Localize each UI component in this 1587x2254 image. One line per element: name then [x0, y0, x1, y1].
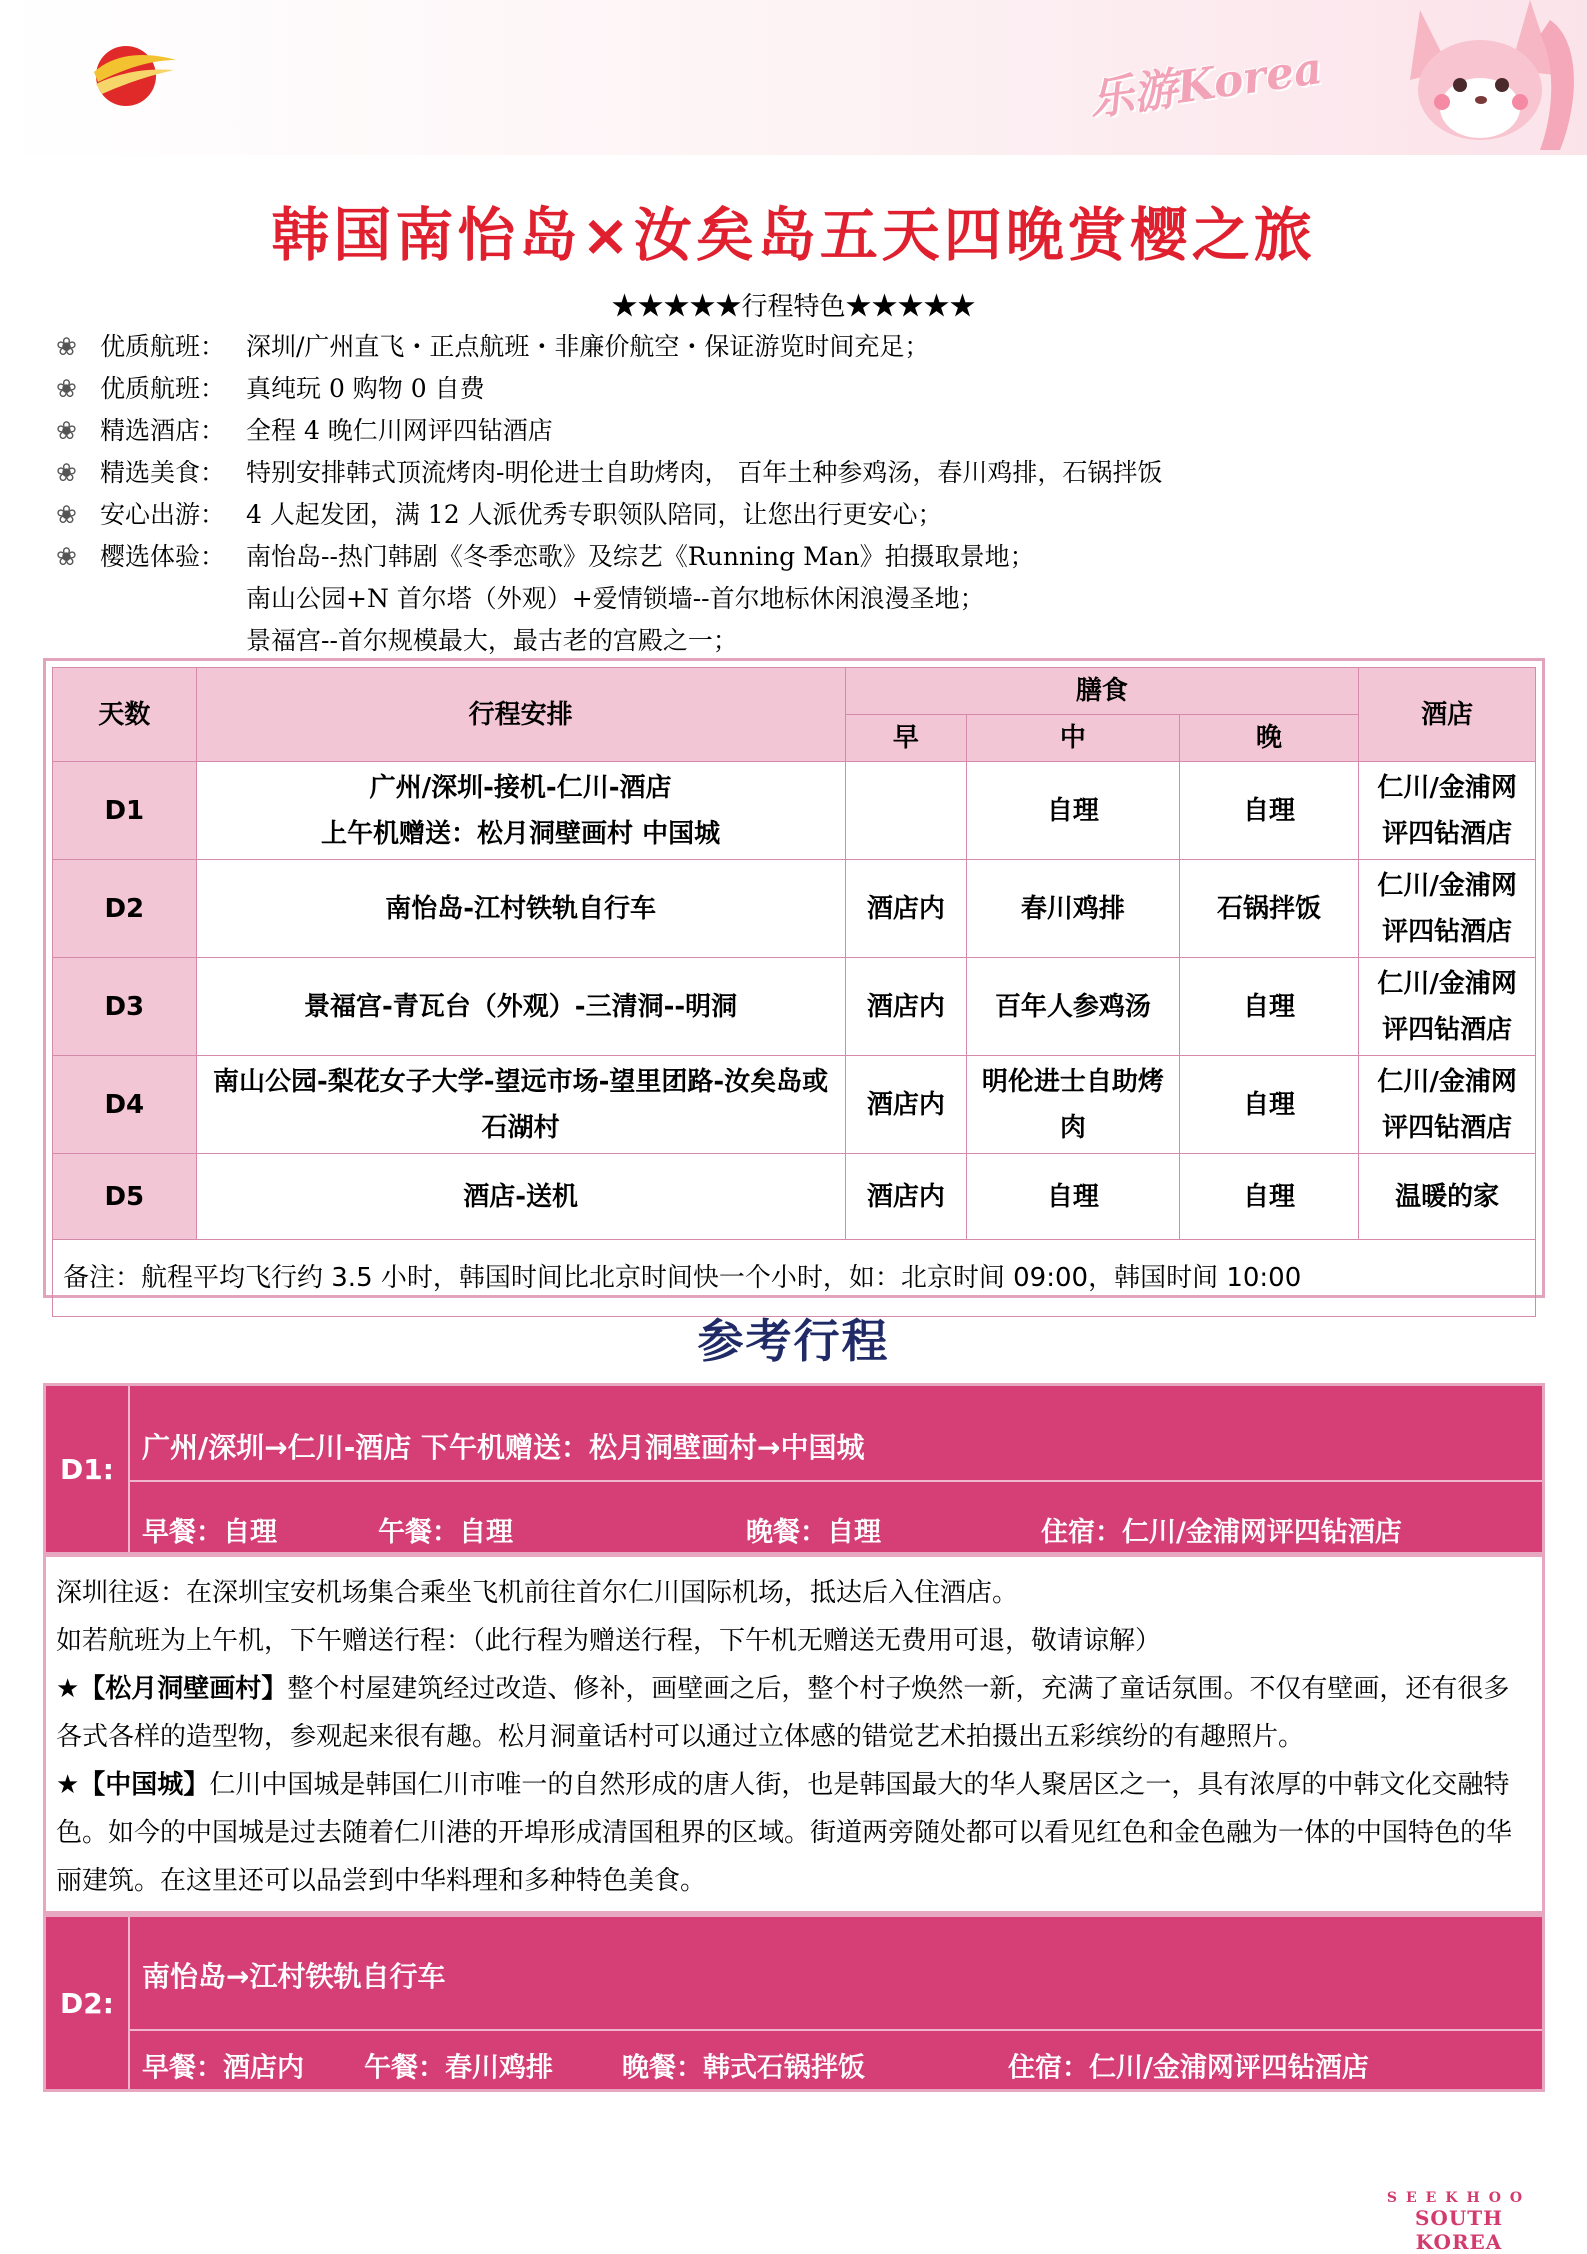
itinerary-cell	[196, 1056, 845, 1154]
table-row	[53, 762, 1536, 860]
dinner-info: 晚餐：自理	[746, 1517, 881, 1548]
hotel-info: 住宿：仁川/金浦网评四钻酒店	[1008, 2052, 1369, 2084]
footer-line-1: SEEKHOO	[1386, 2190, 1532, 2206]
description-paragraph: 如若航班为上午机，下午赠送行程：（此行程为赠送行程，下午机无赠送无费用可退，敬请谅解）	[56, 1626, 1162, 1656]
lunch-info: 午餐：春川鸡排	[364, 2052, 553, 2084]
feature-item-continued	[56, 578, 1536, 620]
flower-bullet-icon: ❀	[56, 374, 77, 403]
lunch-cell: 春川鸡排	[967, 860, 1180, 958]
feature-text: 真纯玩 0 购物 0 自费	[246, 374, 485, 403]
description-paragraph: 深圳往返：在深圳宝安机场集合乘坐飞机前往首尔仁川国际机场，抵达后入住酒店。	[56, 1578, 1019, 1608]
table-row	[53, 1056, 1536, 1154]
company-logo-icon	[86, 38, 178, 110]
header-breakfast: 早	[845, 715, 967, 762]
header-day: 天数	[53, 668, 197, 762]
feature-label: 优质航班：	[100, 374, 226, 403]
flower-bullet-icon: ❀	[56, 458, 77, 487]
feature-label: 精选美食：	[100, 458, 226, 487]
divider	[130, 2029, 1542, 2031]
attraction-title: ★【中国城】	[56, 1770, 210, 1800]
day-label: D2:	[46, 1917, 130, 2089]
schedule-note: 备注：航程平均飞行约 3.5 小时，韩国时间比北京时间快一个小时，如：北京时间 09:00，韩国时间 10:00	[53, 1240, 1536, 1317]
header-lunch: 中	[967, 715, 1180, 762]
dinner-cell: 自理	[1179, 1154, 1359, 1240]
lunch-cell: 自理	[967, 762, 1180, 860]
divider	[130, 1480, 1542, 1482]
day-2-header-block	[43, 1914, 1545, 2092]
day-route: 广州/深圳→仁川-酒店 下午机赠送：松月洞壁画村→中国城	[142, 1431, 865, 1464]
hotel-cell	[1359, 1056, 1536, 1154]
lunch-cell: 自理	[967, 1154, 1180, 1240]
itinerary-cell: 酒店-送机	[196, 1154, 845, 1240]
hotel-line: 仁川/金浦网	[1377, 772, 1517, 803]
feature-item	[56, 326, 1536, 368]
dinner-cell: 石锅拌饭	[1179, 860, 1359, 958]
breakfast-cell: 酒店内	[845, 1154, 967, 1240]
day-cell: D3	[53, 958, 197, 1056]
lunch-line: 肉	[1059, 1112, 1086, 1143]
flower-bullet-icon: ❀	[56, 416, 77, 445]
feature-text: 深圳/广州直飞・正点航班・非廉价航空・保证游览时间充足；	[246, 332, 930, 361]
feature-item	[56, 536, 1536, 578]
lunch-info: 午餐：自理	[378, 1517, 513, 1548]
table-row	[53, 1154, 1536, 1240]
lunch-line: 明伦进士自助烤	[981, 1066, 1164, 1097]
itinerary-line: 石湖村	[481, 1112, 560, 1143]
breakfast-cell: 酒店内	[845, 958, 967, 1056]
feature-item	[56, 452, 1536, 494]
attraction-paragraph	[56, 1761, 1532, 1905]
feature-item-continued	[56, 620, 1536, 662]
dinner-cell: 自理	[1179, 958, 1359, 1056]
feature-text: 南怡岛--热门韩剧《冬季恋歌》及综艺《Running Man》拍摄取景地；	[246, 542, 1035, 571]
lunch-cell	[967, 1056, 1180, 1154]
itinerary-cell: 景福宫-青瓦台（外观）-三清洞--明洞	[196, 958, 845, 1056]
attraction-text: 仁川中国城是韩国仁川市唯一的自然形成的唐人街，也是韩国最大的华人聚居区之一，具有浓厚的中韩文化交融特色。如今的中国城是过去随着仁川港的开埠形成清国租界的区域。街道两旁随处都可以看见红色和金色融为一体的中国特色的华丽建筑。在这里还可以品尝到中华料理和多种特色美食。	[56, 1770, 1513, 1896]
hotel-line: 仁川/金浦网	[1377, 968, 1517, 999]
feature-item	[56, 494, 1536, 536]
itinerary-line: 上午机赠送：松月洞壁画村 中国城	[321, 818, 721, 849]
feature-text: 南山公园+N 首尔塔（外观）+爱情锁墙--首尔地标休闲浪漫圣地；	[246, 584, 985, 613]
hotel-line: 评四钻酒店	[1382, 1014, 1513, 1045]
reference-itinerary-title: 参考行程	[697, 1314, 890, 1368]
features-list	[56, 326, 1536, 662]
feature-text: 4 人起发团，满 12 人派优秀专职领队陪同，让您出行更安心；	[246, 500, 943, 529]
feature-text: 全程 4 晚仁川网评四钻酒店	[246, 416, 553, 445]
day-label: D1:	[46, 1386, 130, 1552]
breakfast-info: 早餐：自理	[142, 1517, 277, 1548]
breakfast-info: 早餐：酒店内	[142, 2052, 304, 2084]
dinner-cell: 自理	[1179, 1056, 1359, 1154]
hotel-line: 评四钻酒店	[1382, 818, 1513, 849]
day-cell: D4	[53, 1056, 197, 1154]
breakfast-cell	[845, 762, 967, 860]
features-heading: ★★★★★行程特色★★★★★	[611, 292, 976, 322]
itinerary-line: 南山公园-梨花女子大学-望远市场-望里团路-汝矣岛或	[213, 1066, 829, 1097]
lunch-cell: 百年人参鸡汤	[967, 958, 1180, 1056]
header-dinner: 晚	[1179, 715, 1359, 762]
day-cell: D5	[53, 1154, 197, 1240]
attraction-text: 整个村屋建筑经过改造、修补，画壁画之后，整个村子焕然一新，充满了童话氛围。不仅有壁画，还有很多各式各样的造型物，参观起来很有趣。松月洞童话村可以通过立体感的错觉艺术拍摄出五彩缤纷的有趣照片。	[56, 1674, 1510, 1752]
day-cell: D2	[53, 860, 197, 958]
schedule-table-frame	[43, 658, 1545, 1298]
feature-label: 安心出游：	[100, 500, 226, 529]
hotel-cell	[1359, 762, 1536, 860]
day-1-header-block	[43, 1383, 1545, 1555]
flower-bullet-icon: ❀	[56, 542, 77, 571]
dinner-info: 晚餐：韩式石锅拌饭	[622, 2052, 865, 2084]
breakfast-cell: 酒店内	[845, 860, 967, 958]
itinerary-cell	[196, 762, 845, 860]
hotel-line: 仁川/金浦网	[1377, 1066, 1517, 1097]
day-cell: D1	[53, 762, 197, 860]
schedule-table	[52, 667, 1536, 1317]
hotel-cell: 温暖的家	[1359, 1154, 1536, 1240]
brand-slogan: 乐游Korea	[1086, 42, 1326, 127]
fox-mascot-icon	[1380, 0, 1580, 155]
feature-item	[56, 410, 1536, 452]
breakfast-cell: 酒店内	[845, 1056, 967, 1154]
dinner-cell: 自理	[1179, 762, 1359, 860]
header-hotel: 酒店	[1359, 668, 1536, 762]
hotel-line: 评四钻酒店	[1382, 916, 1513, 947]
day-1-description	[43, 1554, 1545, 1914]
hotel-line: 评四钻酒店	[1382, 1112, 1513, 1143]
flower-bullet-icon: ❀	[56, 332, 77, 361]
feature-item	[56, 368, 1536, 410]
hotel-cell	[1359, 860, 1536, 958]
hotel-info: 住宿：仁川/金浦网评四钻酒店	[1041, 1517, 1402, 1548]
feature-label: 优质航班：	[100, 332, 226, 361]
day-route: 南怡岛→江村铁轨自行车	[142, 1960, 446, 1993]
footer-line-2: SOUTH KOREA	[1414, 2206, 1504, 2254]
page-header	[0, 0, 1587, 155]
feature-text: 特别安排韩式顶流烤肉-明伦进士自助烤肉， 百年土种参鸡汤，春川鸡排，石锅拌饭	[246, 458, 1163, 487]
itinerary-cell: 南怡岛-江村铁轨自行车	[196, 860, 845, 958]
attraction-title: ★【松月洞壁画村】	[56, 1674, 288, 1704]
table-row	[53, 958, 1536, 1056]
itinerary-line: 广州/深圳-接机-仁川-酒店	[369, 772, 672, 803]
flower-bullet-icon: ❀	[56, 500, 77, 529]
hotel-line: 仁川/金浦网	[1377, 870, 1517, 901]
page-title: 韩国南怡岛×汝矣岛五天四晚赏樱之旅	[271, 201, 1316, 269]
table-row	[53, 860, 1536, 958]
feature-label: 樱选体验：	[100, 542, 226, 571]
feature-label: 精选酒店：	[100, 416, 226, 445]
header-meals: 膳食	[845, 668, 1359, 715]
footer-brand	[1384, 2190, 1534, 2254]
feature-text: 景福宫--首尔规模最大，最古老的宫殿之一；	[246, 626, 738, 655]
hotel-cell	[1359, 958, 1536, 1056]
attraction-paragraph	[56, 1665, 1532, 1761]
header-itinerary: 行程安排	[196, 668, 845, 762]
